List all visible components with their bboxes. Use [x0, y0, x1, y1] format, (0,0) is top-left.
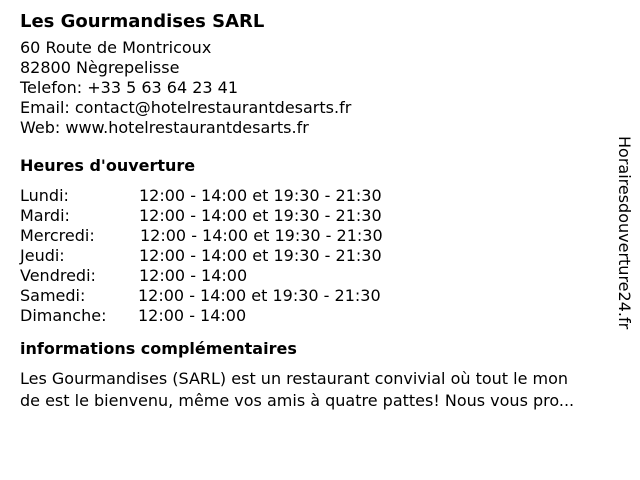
hours-row-vendredi: [20, 266, 620, 286]
hours-row-samedi: [20, 286, 620, 306]
hours-time: 12:00 - 14:00: [139, 266, 248, 285]
hours-row-dimanche: [20, 306, 620, 326]
hours-time: 12:00 - 14:00 et 19:30 - 21:30: [138, 286, 381, 305]
hours-table: [20, 186, 620, 326]
hours-day: Mardi:: [20, 206, 70, 225]
hours-time: 12:00 - 14:00 et 19:30 - 21:30: [140, 226, 383, 245]
contact-block: [20, 38, 620, 138]
address-city: 82800 Nègrepelisse: [20, 58, 180, 77]
info-heading: informations complémentaires: [20, 339, 297, 358]
phone-line[interactable]: Telefon: +33 5 63 64 23 41: [20, 78, 239, 97]
hours-row-lundi: [20, 186, 620, 206]
hours-day: Dimanche:: [20, 306, 107, 325]
hours-time: 12:00 - 14:00 et 19:30 - 21:30: [139, 186, 382, 205]
site-watermark: Horairesdouverture24.fr: [615, 136, 634, 330]
hours-day: Jeudi:: [20, 246, 65, 265]
hours-day: Mercredi:: [20, 226, 95, 245]
hours-time: 12:00 - 14:00: [138, 306, 247, 325]
hours-row-mardi: [20, 206, 620, 226]
email-line[interactable]: Email: contact@hotelrestaurantdesarts.fr: [20, 98, 352, 117]
hours-heading: Heures d'ouverture: [20, 156, 196, 175]
info-description: Les Gourmandises (SARL) est un restaurant convivial où tout le mon de est le bienvenu, même vos amis à quatre pattes! Nous vous pro...: [20, 369, 575, 410]
hours-day: Samedi:: [20, 286, 86, 305]
hours-time: 12:00 - 14:00 et 19:30 - 21:30: [139, 246, 382, 265]
web-line[interactable]: Web: www.hotelrestaurantdesarts.fr: [20, 118, 309, 137]
business-name: Les Gourmandises SARL: [20, 11, 265, 32]
address-street: 60 Route de Montricoux: [20, 38, 212, 57]
hours-day: Vendredi:: [20, 266, 96, 285]
hours-time: 12:00 - 14:00 et 19:30 - 21:30: [139, 206, 382, 225]
hours-row-jeudi: [20, 246, 620, 266]
hours-row-mercredi: [20, 226, 620, 246]
hours-day: Lundi:: [20, 186, 69, 205]
business-card: [20, 8, 620, 412]
